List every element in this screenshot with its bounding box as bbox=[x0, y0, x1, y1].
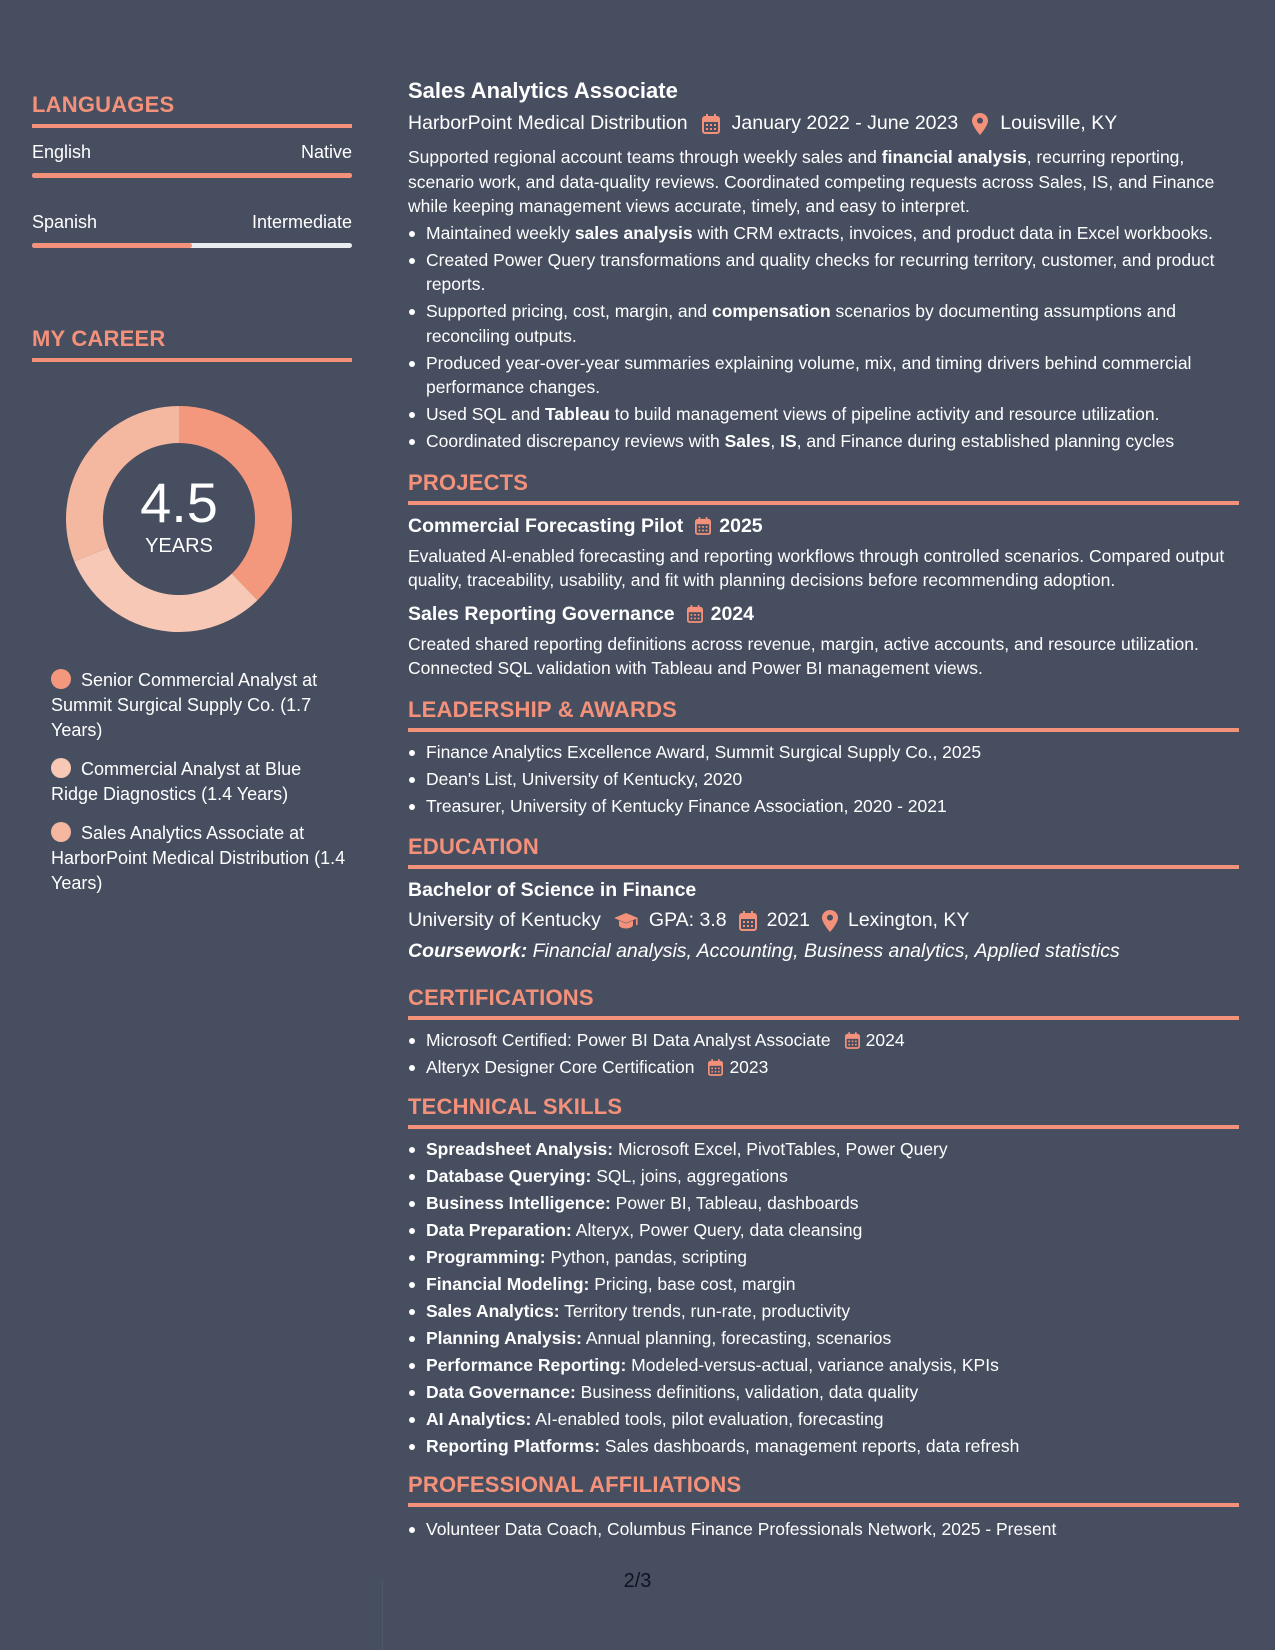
language-proficiency-fill bbox=[32, 173, 352, 178]
affiliations-section bbox=[408, 1472, 1239, 1542]
list-item bbox=[408, 1028, 1239, 1053]
cert-year: 2023 bbox=[729, 1057, 769, 1077]
map-pin-icon bbox=[822, 910, 838, 932]
school-location: Lexington, KY bbox=[847, 909, 970, 931]
coursework: Coursework: Financial analysis, Accounting, Business analytics, Applied statistics bbox=[408, 940, 1120, 962]
calendar-icon bbox=[739, 911, 757, 931]
languages-heading: LANGUAGES bbox=[32, 92, 352, 128]
legend-label: Sales Analytics Associate at HarborPoint Medical Distribution (1.4 Years) bbox=[51, 823, 346, 893]
leadership-list bbox=[408, 740, 1239, 819]
career-legend-item bbox=[51, 821, 352, 896]
education-heading: EDUCATION bbox=[408, 834, 1239, 869]
legend-dot bbox=[51, 669, 71, 689]
list-item: Database Querying: SQL, joins, aggregations bbox=[408, 1164, 1239, 1189]
gpa: GPA: 3.8 bbox=[648, 909, 727, 931]
list-item bbox=[408, 1055, 1239, 1080]
skills-heading: TECHNICAL SKILLS bbox=[408, 1094, 1239, 1129]
job-bullets bbox=[408, 221, 1239, 454]
language-proficiency-bar bbox=[32, 173, 352, 178]
project-year: 2024 bbox=[710, 602, 754, 625]
list-item: Finance Analytics Excellence Award, Summit Surgical Supply Co., 2025 bbox=[408, 740, 1239, 765]
legend-dot bbox=[51, 758, 71, 778]
school-name: University of Kentucky bbox=[408, 909, 601, 931]
leadership-heading: LEADERSHIP & AWARDS bbox=[408, 697, 1239, 732]
list-item: Business Intelligence: Power BI, Tableau, dashboards bbox=[408, 1191, 1239, 1216]
certifications-list bbox=[408, 1028, 1239, 1080]
project-description: Evaluated AI-enabled forecasting and reporting workflows through controlled scenarios. Compared output quality, traceability, usability, and fit with planning decisions before recommending adoption. bbox=[408, 545, 1225, 590]
legend-label: Commercial Analyst at Blue Ridge Diagnostics (1.4 Years) bbox=[51, 759, 302, 804]
project-item bbox=[408, 515, 1239, 593]
project-year: 2025 bbox=[719, 514, 763, 537]
calendar-icon bbox=[845, 1032, 860, 1049]
list-item: Supported pricing, cost, margin, and compensation scenarios by documenting assumptions and reconciling outputs. bbox=[408, 299, 1239, 348]
career-years-unit: YEARS bbox=[145, 534, 213, 557]
list-item: Data Governance: Business definitions, validation, data quality bbox=[408, 1380, 1239, 1405]
degree-title: Bachelor of Science in Finance bbox=[408, 879, 697, 901]
list-item: Performance Reporting: Modeled-versus-actual, variance analysis, KPIs bbox=[408, 1353, 1239, 1378]
list-item: Dean's List, University of Kentucky, 2020 bbox=[408, 767, 1239, 792]
graduation-cap-icon bbox=[613, 912, 639, 930]
list-item: Used SQL and Tableau to build management views of pipeline activity and resource utilization. bbox=[408, 402, 1239, 427]
career-heading: MY CAREER bbox=[32, 326, 352, 362]
job-title: Sales Analytics Associate bbox=[408, 78, 678, 103]
language-item bbox=[32, 142, 352, 178]
list-item: Spreadsheet Analysis: Microsoft Excel, PivotTables, Power Query bbox=[408, 1137, 1239, 1162]
language-name: English bbox=[32, 142, 92, 162]
list-item: Created Power Query transformations and quality checks for recurring territory, customer, and product reports. bbox=[408, 248, 1239, 297]
list-item: Programming: Python, pandas, scripting bbox=[408, 1245, 1239, 1270]
career-section bbox=[32, 326, 352, 896]
list-item: Financial Modeling: Pricing, base cost, margin bbox=[408, 1272, 1239, 1297]
list-item: Volunteer Data Coach, Columbus Finance Professionals Network, 2025 - Present bbox=[408, 1517, 1239, 1542]
calendar-icon bbox=[687, 605, 703, 623]
affiliations-heading: PROFESSIONAL AFFILIATIONS bbox=[408, 1472, 1239, 1507]
job-summary: Supported regional account teams through weekly sales and financial analysis, recurring reporting, scenario work, and data-quality reviews. Coordinated competing requests across Sales, IS, and Finance while keeping management views accurate, timely, and easy to interpret. bbox=[408, 147, 1215, 216]
list-item: Data Preparation: Alteryx, Power Query, data cleansing bbox=[408, 1218, 1239, 1243]
language-level: Intermediate bbox=[251, 212, 352, 232]
list-item: AI Analytics: AI-enabled tools, pilot evaluation, forecasting bbox=[408, 1407, 1239, 1432]
legend-label: Senior Commercial Analyst at Summit Surgical Supply Co. (1.7 Years) bbox=[51, 670, 318, 740]
project-description: Created shared reporting definitions across revenue, margin, active accounts, and resource utilization. Connected SQL validation with Tableau and Power BI management views. bbox=[408, 633, 1199, 678]
cert-year: 2024 bbox=[865, 1030, 905, 1050]
list-item: Planning Analysis: Annual planning, forecasting, scenarios bbox=[408, 1326, 1239, 1351]
map-pin-icon bbox=[972, 113, 988, 135]
certifications-heading: CERTIFICATIONS bbox=[408, 985, 1239, 1020]
list-item: Produced year-over-year summaries explaining volume, mix, and timing drivers behind commercial performance changes. bbox=[408, 351, 1239, 400]
education-section bbox=[408, 834, 1239, 963]
career-legend-item bbox=[51, 757, 352, 807]
projects-heading: PROJECTS bbox=[408, 470, 1239, 505]
language-name: Spanish bbox=[32, 212, 98, 232]
job-location: Louisville, KY bbox=[1000, 112, 1118, 134]
language-level: Native bbox=[300, 142, 352, 162]
projects-section bbox=[408, 470, 1239, 681]
page-number: 2/3 bbox=[623, 1570, 652, 1592]
cert-name: Alteryx Designer Core Certification bbox=[426, 1057, 695, 1077]
language-proficiency-fill bbox=[32, 243, 192, 248]
career-total-years: 4.5 bbox=[140, 470, 218, 534]
career-donut-chart bbox=[66, 406, 292, 632]
experience-entry bbox=[408, 78, 1239, 454]
language-proficiency-bar bbox=[32, 243, 352, 248]
education-meta bbox=[408, 909, 1239, 932]
list-item: Treasurer, University of Kentucky Finance Association, 2020 - 2021 bbox=[408, 794, 1239, 819]
cert-name: Microsoft Certified: Power BI Data Analyst Associate bbox=[426, 1030, 831, 1050]
calendar-icon bbox=[695, 517, 711, 535]
sidebar bbox=[32, 92, 352, 910]
list-item: Sales Analytics: Territory trends, run-rate, productivity bbox=[408, 1299, 1239, 1324]
list-item: Coordinated discrepancy reviews with Sales, IS, and Finance during established planning cycles bbox=[408, 429, 1239, 454]
skills-list bbox=[408, 1137, 1239, 1459]
career-legend bbox=[32, 668, 352, 896]
project-item bbox=[408, 603, 1239, 681]
affiliations-list bbox=[408, 1517, 1239, 1542]
skills-section bbox=[408, 1094, 1239, 1459]
job-meta bbox=[408, 112, 1239, 135]
job-dates: January 2022 - June 2023 bbox=[731, 112, 959, 134]
main-content bbox=[408, 78, 1239, 1544]
career-legend-item bbox=[51, 668, 352, 743]
legend-dot bbox=[51, 822, 71, 842]
leadership-section bbox=[408, 697, 1239, 819]
list-item: Reporting Platforms: Sales dashboards, management reports, data refresh bbox=[408, 1434, 1239, 1459]
project-title: Commercial Forecasting Pilot bbox=[408, 514, 684, 537]
language-item bbox=[32, 212, 352, 248]
languages-section bbox=[32, 92, 352, 248]
list-item: Maintained weekly sales analysis with CRM extracts, invoices, and product data in Excel workbooks. bbox=[408, 221, 1239, 246]
graduation-year: 2021 bbox=[766, 909, 810, 931]
company-name: HarborPoint Medical Distribution bbox=[408, 112, 688, 134]
calendar-icon bbox=[708, 1059, 723, 1076]
calendar-icon bbox=[702, 114, 720, 134]
certifications-section bbox=[408, 985, 1239, 1080]
project-title: Sales Reporting Governance bbox=[408, 602, 675, 625]
